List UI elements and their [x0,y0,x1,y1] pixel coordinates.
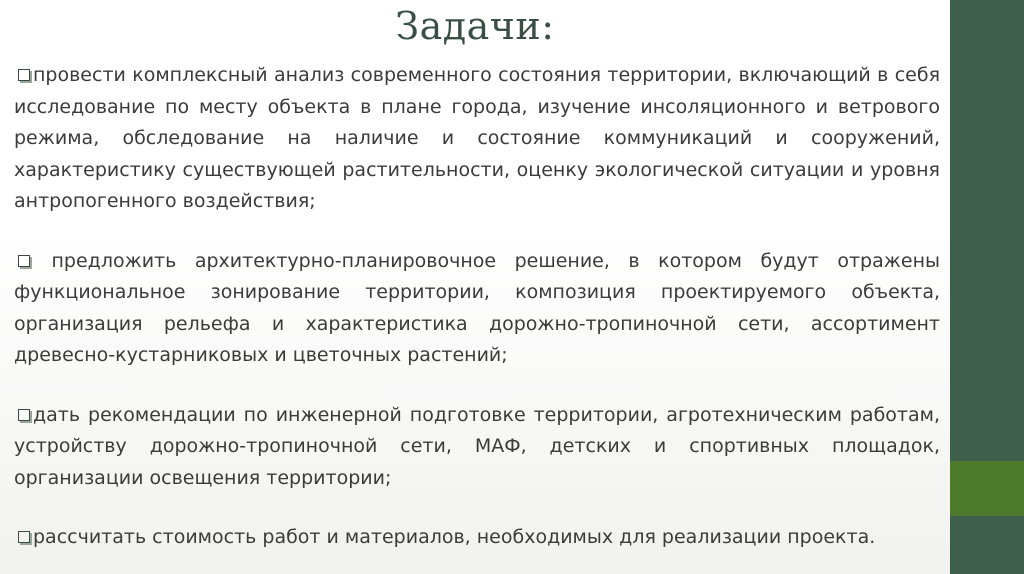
task-text: рассчитать стоимость работ и материалов, необходимых для реализации проекта. [33,526,876,548]
list-item [14,60,940,218]
square-bullet-icon [18,409,30,421]
square-bullet-icon [18,531,30,543]
task-list [14,60,940,554]
square-bullet-icon [18,69,30,81]
page-title: Задачи: [395,4,555,48]
list-item [14,400,940,495]
list-item [14,246,940,372]
accent-block [950,461,1024,516]
square-bullet-icon [18,255,30,267]
list-item [14,522,940,554]
task-text: дать рекомендации по инженерной подготовке территории, агротехническим работам, устройству дорожно-тропиночной сети, МАФ, детских и спортивных площадок, организации освещения территории; [14,403,940,489]
right-decorative-strip [950,0,1024,574]
task-text: провести комплексный анализ современного состояния территории, включающий в себя исследование по месту объекта в плане города, изучение инсоляционного и ветрового режима, обследование на наличие и состояние коммуникаций и сооружений, характеристику существующей растительности, оценку экологической ситуации и уровня антропогенного воздействия; [14,64,940,212]
task-text: предложить архитектурно-планировочное решение, в котором будут отражены функциональное зонирование территории, композиция проектируемого объекта, организация рельефа и характеристика дорожно-тропиночной сети, ассортимент древесно-кустарниковых и цветочных растений; [14,249,940,366]
